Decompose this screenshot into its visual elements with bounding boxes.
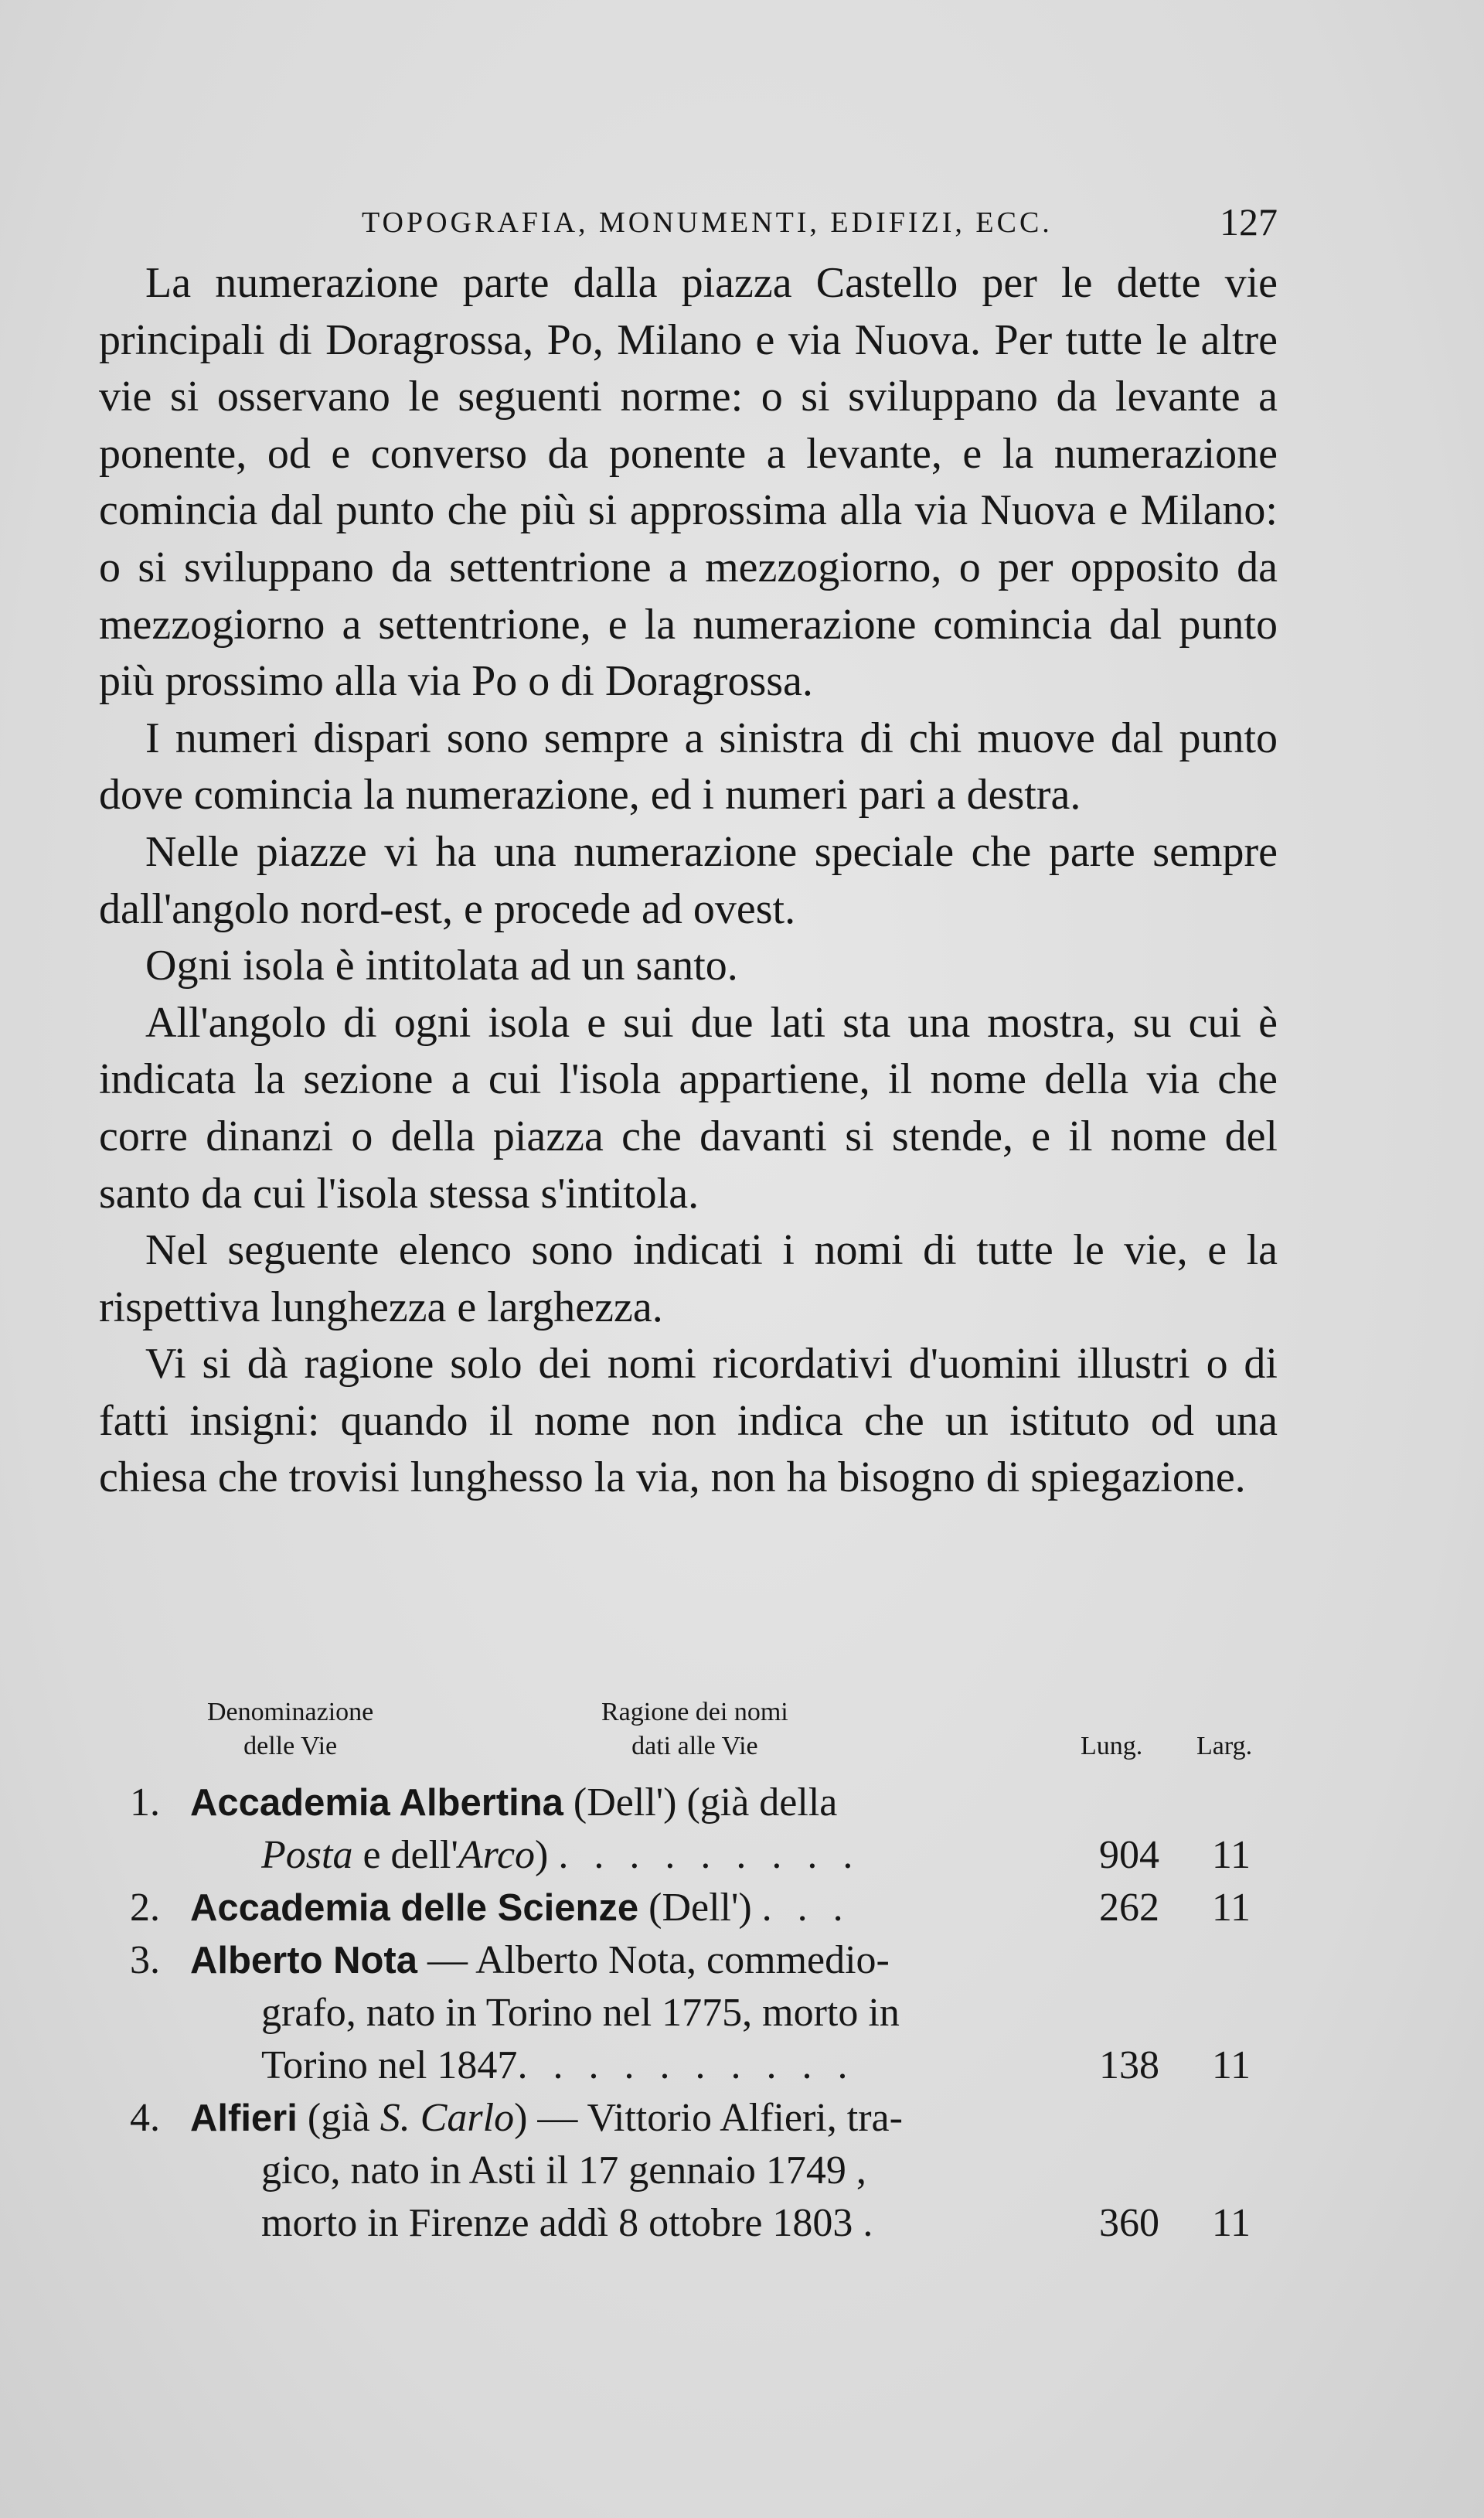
entry-number: 4. bbox=[130, 2096, 160, 2140]
running-head bbox=[362, 199, 1278, 246]
street-length: 138 bbox=[1099, 2043, 1159, 2087]
running-title: TOPOGRAFIA, MONUMENTI, EDIFIZI, ECC. bbox=[362, 206, 1053, 239]
street-width: 11 bbox=[1211, 1833, 1251, 1877]
paragraph-numbering-rules: La numerazione parte dalla piazza Castello per le dette vie principali di Doragrossa, Po, Milano e via Nuova. Per tutte le altre vie si osservano le seguenti norme: o si sviluppano da levante a ponente, od e converso da ponente a levante, e la numerazione comincia dal punto che più si approssima alla via Nuova e Milano: o si sviluppano da settentrione a mezzogiorno, o per opposito da mezzogiorno a settentrione, e la numerazione comincia dal punto più prossimo alla via Po o di Doragrossa. bbox=[99, 259, 1278, 706]
header-larghezza: Larg. bbox=[1196, 1732, 1253, 1760]
paragraph-odd-even: I numeri dispari sono sempre a sinistra di chi muove dal punto dove comincia la numerazione, ed i numeri pari a destra. bbox=[99, 714, 1278, 819]
paragraph-corner-sign: All'angolo di ogni isola e sui due lati sta una mostra, su cui è indicata la sezione a cui l'isola appartiene, il nome della via che corre dinanzi o della piazza che davanti si stende, e il nome del santo da cui l'isola stessa s'intitola. bbox=[99, 998, 1278, 1218]
street-name: Alberto Nota bbox=[190, 1940, 417, 1981]
street-width: 11 bbox=[1211, 2043, 1251, 2087]
header-ragione: Ragione dei nomi dati alle Vie bbox=[601, 1698, 788, 1760]
entry-number: 1. bbox=[130, 1780, 160, 1825]
street-entries bbox=[99, 1777, 1278, 2250]
street-length: 360 bbox=[1099, 2201, 1159, 2245]
street-width: 11 bbox=[1211, 1886, 1251, 1930]
street-entry: 2. Accademia delle Scienze (Dell') . . . 262 11 bbox=[99, 1882, 1278, 1934]
street-length: 904 bbox=[1099, 1833, 1159, 1877]
street-entry: 1. Accademia Albertina (Dell') (già della Posta e dell'Arco) . . . . . . . . . 904 11 bbox=[99, 1777, 1278, 1882]
paragraph-name-reasons: Vi si dà ragione solo dei nomi ricordativi d'uomini illustri o di fatti insigni: quando il nome non indica che un istituto od una chiesa che trovisi lunghesso la via, non ha bisogno di spiegazione. bbox=[99, 1340, 1278, 1502]
entry-number: 2. bbox=[130, 1886, 160, 1930]
paragraph-squares: Nelle piazze vi ha una numerazione speciale che parte sempre dall'angolo nord-est, e procede ad ovest. bbox=[99, 827, 1278, 933]
street-width: 11 bbox=[1211, 2201, 1251, 2245]
street-table-header bbox=[99, 1695, 1278, 1773]
header-lunghezza: Lung. bbox=[1081, 1732, 1143, 1760]
entry-number: 3. bbox=[130, 1938, 160, 1982]
page-number: 127 bbox=[1220, 200, 1278, 244]
street-entry: 3. Alberto Nota — Alberto Nota, commedio- grafo, nato in Torino nel 1775, morto in Torino nel 1847. . . . . . . . . . 138 11 bbox=[99, 1934, 1278, 2092]
street-name: Alfieri bbox=[190, 2097, 298, 2139]
header-denominazione: Denominazione delle Vie bbox=[207, 1698, 374, 1760]
paragraph-list-intro: Nel seguente elenco sono indicati i nomi di tutte le vie, e la rispettiva lunghezza e larghezza. bbox=[99, 1226, 1278, 1331]
street-entry: 4. Alfieri (già S. Carlo) — Vittorio Alfieri, tra- gico, nato in Asti il 17 gennaio 1749 , morto in Firenze addì 8 ottobre 1803 . 360 11 bbox=[99, 2092, 1278, 2250]
paragraph-isola-saint: Ogni isola è intitolata ad un santo. bbox=[145, 942, 738, 990]
street-name: Accademia delle Scienze bbox=[190, 1887, 639, 1929]
body-text bbox=[99, 255, 1278, 1507]
street-length: 262 bbox=[1099, 1886, 1159, 1930]
street-name: Accademia Albertina bbox=[190, 1782, 563, 1824]
